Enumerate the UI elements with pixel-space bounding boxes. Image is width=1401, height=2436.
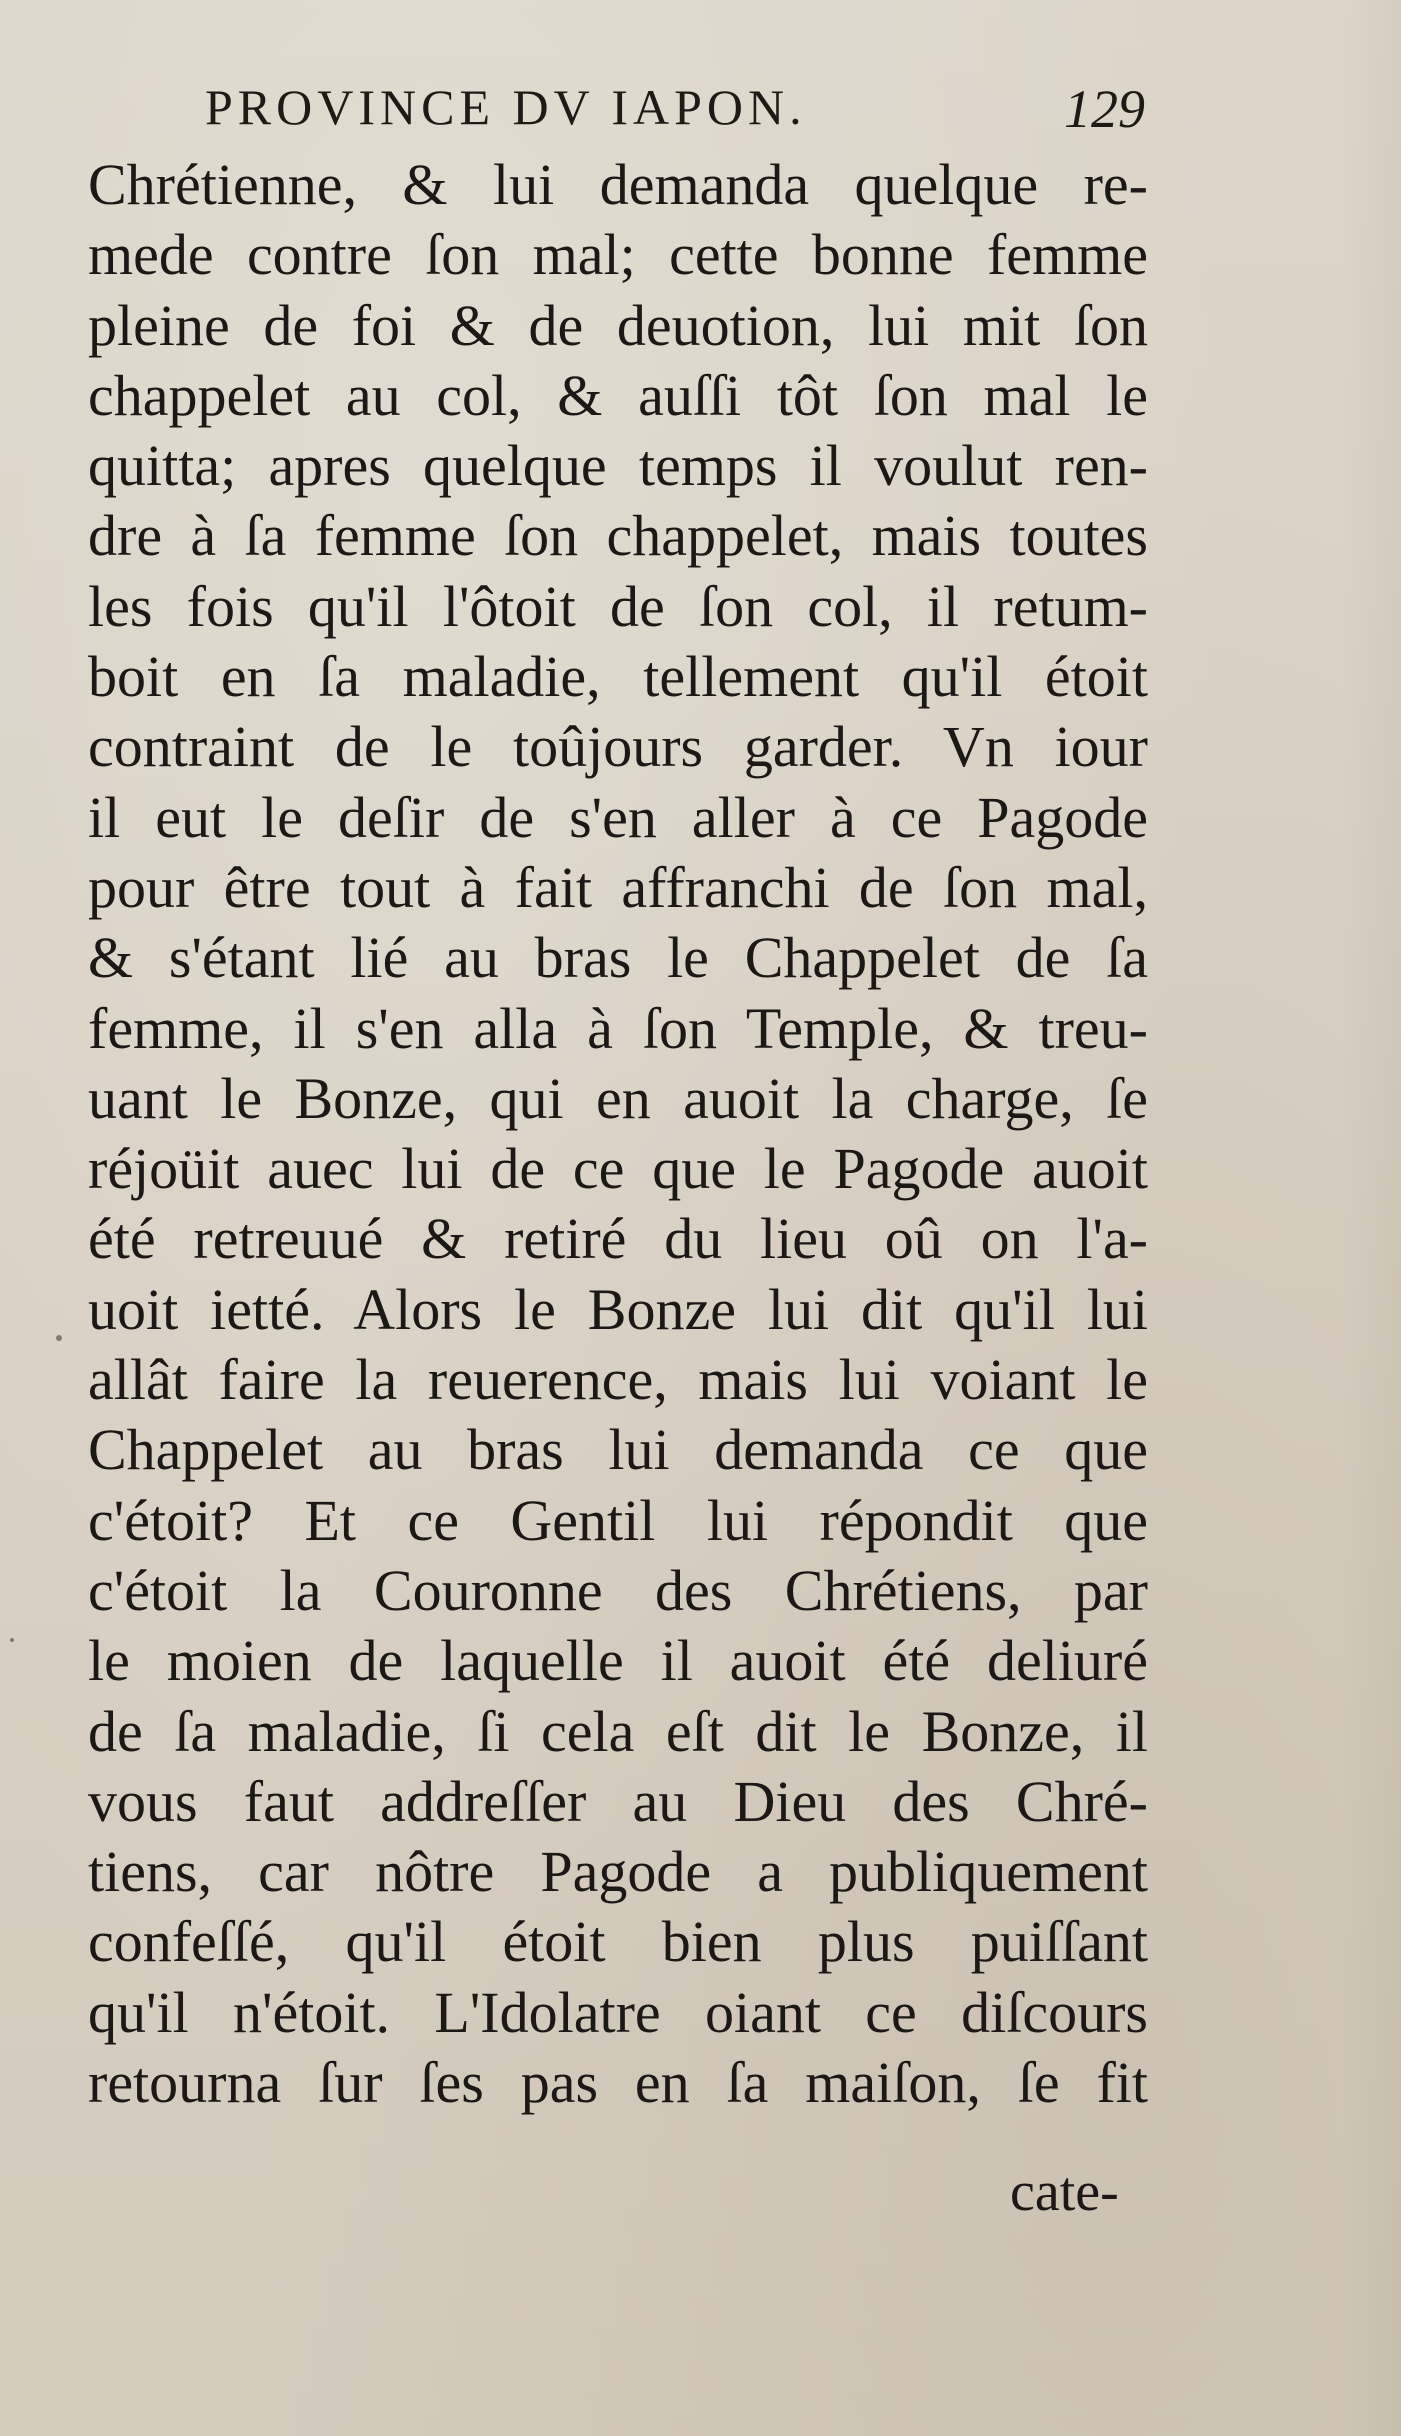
text-line: Chrétienne, & lui demanda quelque re- — [88, 152, 1148, 217]
text-line: uoit ietté. Alors le Bonze lui dit qu'il lui — [88, 1276, 1148, 1342]
text-line: c'étoit la Couronne des Chrétiens, par — [88, 1557, 1148, 1623]
page-number: 129 — [1064, 79, 1145, 139]
text-line: vous faut addreſſer au Dieu des Chré- — [88, 1768, 1148, 1834]
paper-speck — [56, 1335, 62, 1341]
page-edge-shadow — [1341, 0, 1401, 2436]
page-header — [205, 78, 1145, 158]
text-line: contraint de le toûjours garder. Vn iour — [88, 714, 1148, 780]
text-line: il eut le deſir de s'en aller à ce Pagode — [88, 784, 1148, 850]
text-line: pleine de foi & de deuotion, lui mit ſon — [88, 292, 1148, 358]
text-line: les fois qu'il l'ôtoit de ſon col, il retum- — [88, 573, 1148, 639]
text-line: c'étoit? Et ce Gentil lui répondit que — [88, 1487, 1148, 1553]
text-line: dre à ſa femme ſon chappelet, mais toutes — [88, 503, 1148, 569]
body-text — [88, 150, 1148, 2118]
text-line: mede contre ſon mal; cette bonne femme — [88, 222, 1148, 288]
running-head: PROVINCE DV IAPON. — [205, 79, 807, 135]
text-line: été retreuué & retiré du lieu oû on l'a- — [88, 1206, 1148, 1272]
text-line: pour être tout à fait affranchi de ſon mal, — [88, 854, 1148, 920]
text-line: Chappelet au bras lui demanda ce que — [88, 1417, 1148, 1483]
catchword: cate- — [1010, 2161, 1119, 2223]
text-line: allât faire la reuerence, mais lui voiant le — [88, 1347, 1148, 1413]
text-line: qu'il n'étoit. L'Idolatre oiant ce diſcours — [88, 1979, 1148, 2045]
paper-speck — [10, 1638, 14, 1642]
text-line: boit en ſa maladie, tellement qu'il étoit — [88, 644, 1148, 710]
text-line: quitta; apres quelque temps il voulut ren- — [88, 433, 1148, 499]
text-line: femme, il s'en alla à ſon Temple, & treu- — [88, 995, 1148, 1061]
text-line: uant le Bonze, qui en auoit la charge, ſe — [88, 1065, 1148, 1131]
text-line: chappelet au col, & auſſi tôt ſon mal le — [88, 362, 1148, 428]
text-line: de ſa maladie, ſi cela eſt dit le Bonze, il — [88, 1698, 1148, 1764]
text-line: tiens, car nôtre Pagode a publiquement — [88, 1839, 1148, 1905]
text-line: & s'étant lié au bras le Chappelet de ſa — [88, 925, 1148, 991]
text-line: le moien de laquelle il auoit été deliuré — [88, 1628, 1148, 1694]
text-line: confeſſé, qu'il étoit bien plus puiſſant — [88, 1909, 1148, 1975]
text-line: réjoüit auec lui de ce que le Pagode auoit — [88, 1136, 1148, 1202]
text-line: retourna ſur ſes pas en ſa maiſon, ſe fit — [88, 2050, 1148, 2116]
